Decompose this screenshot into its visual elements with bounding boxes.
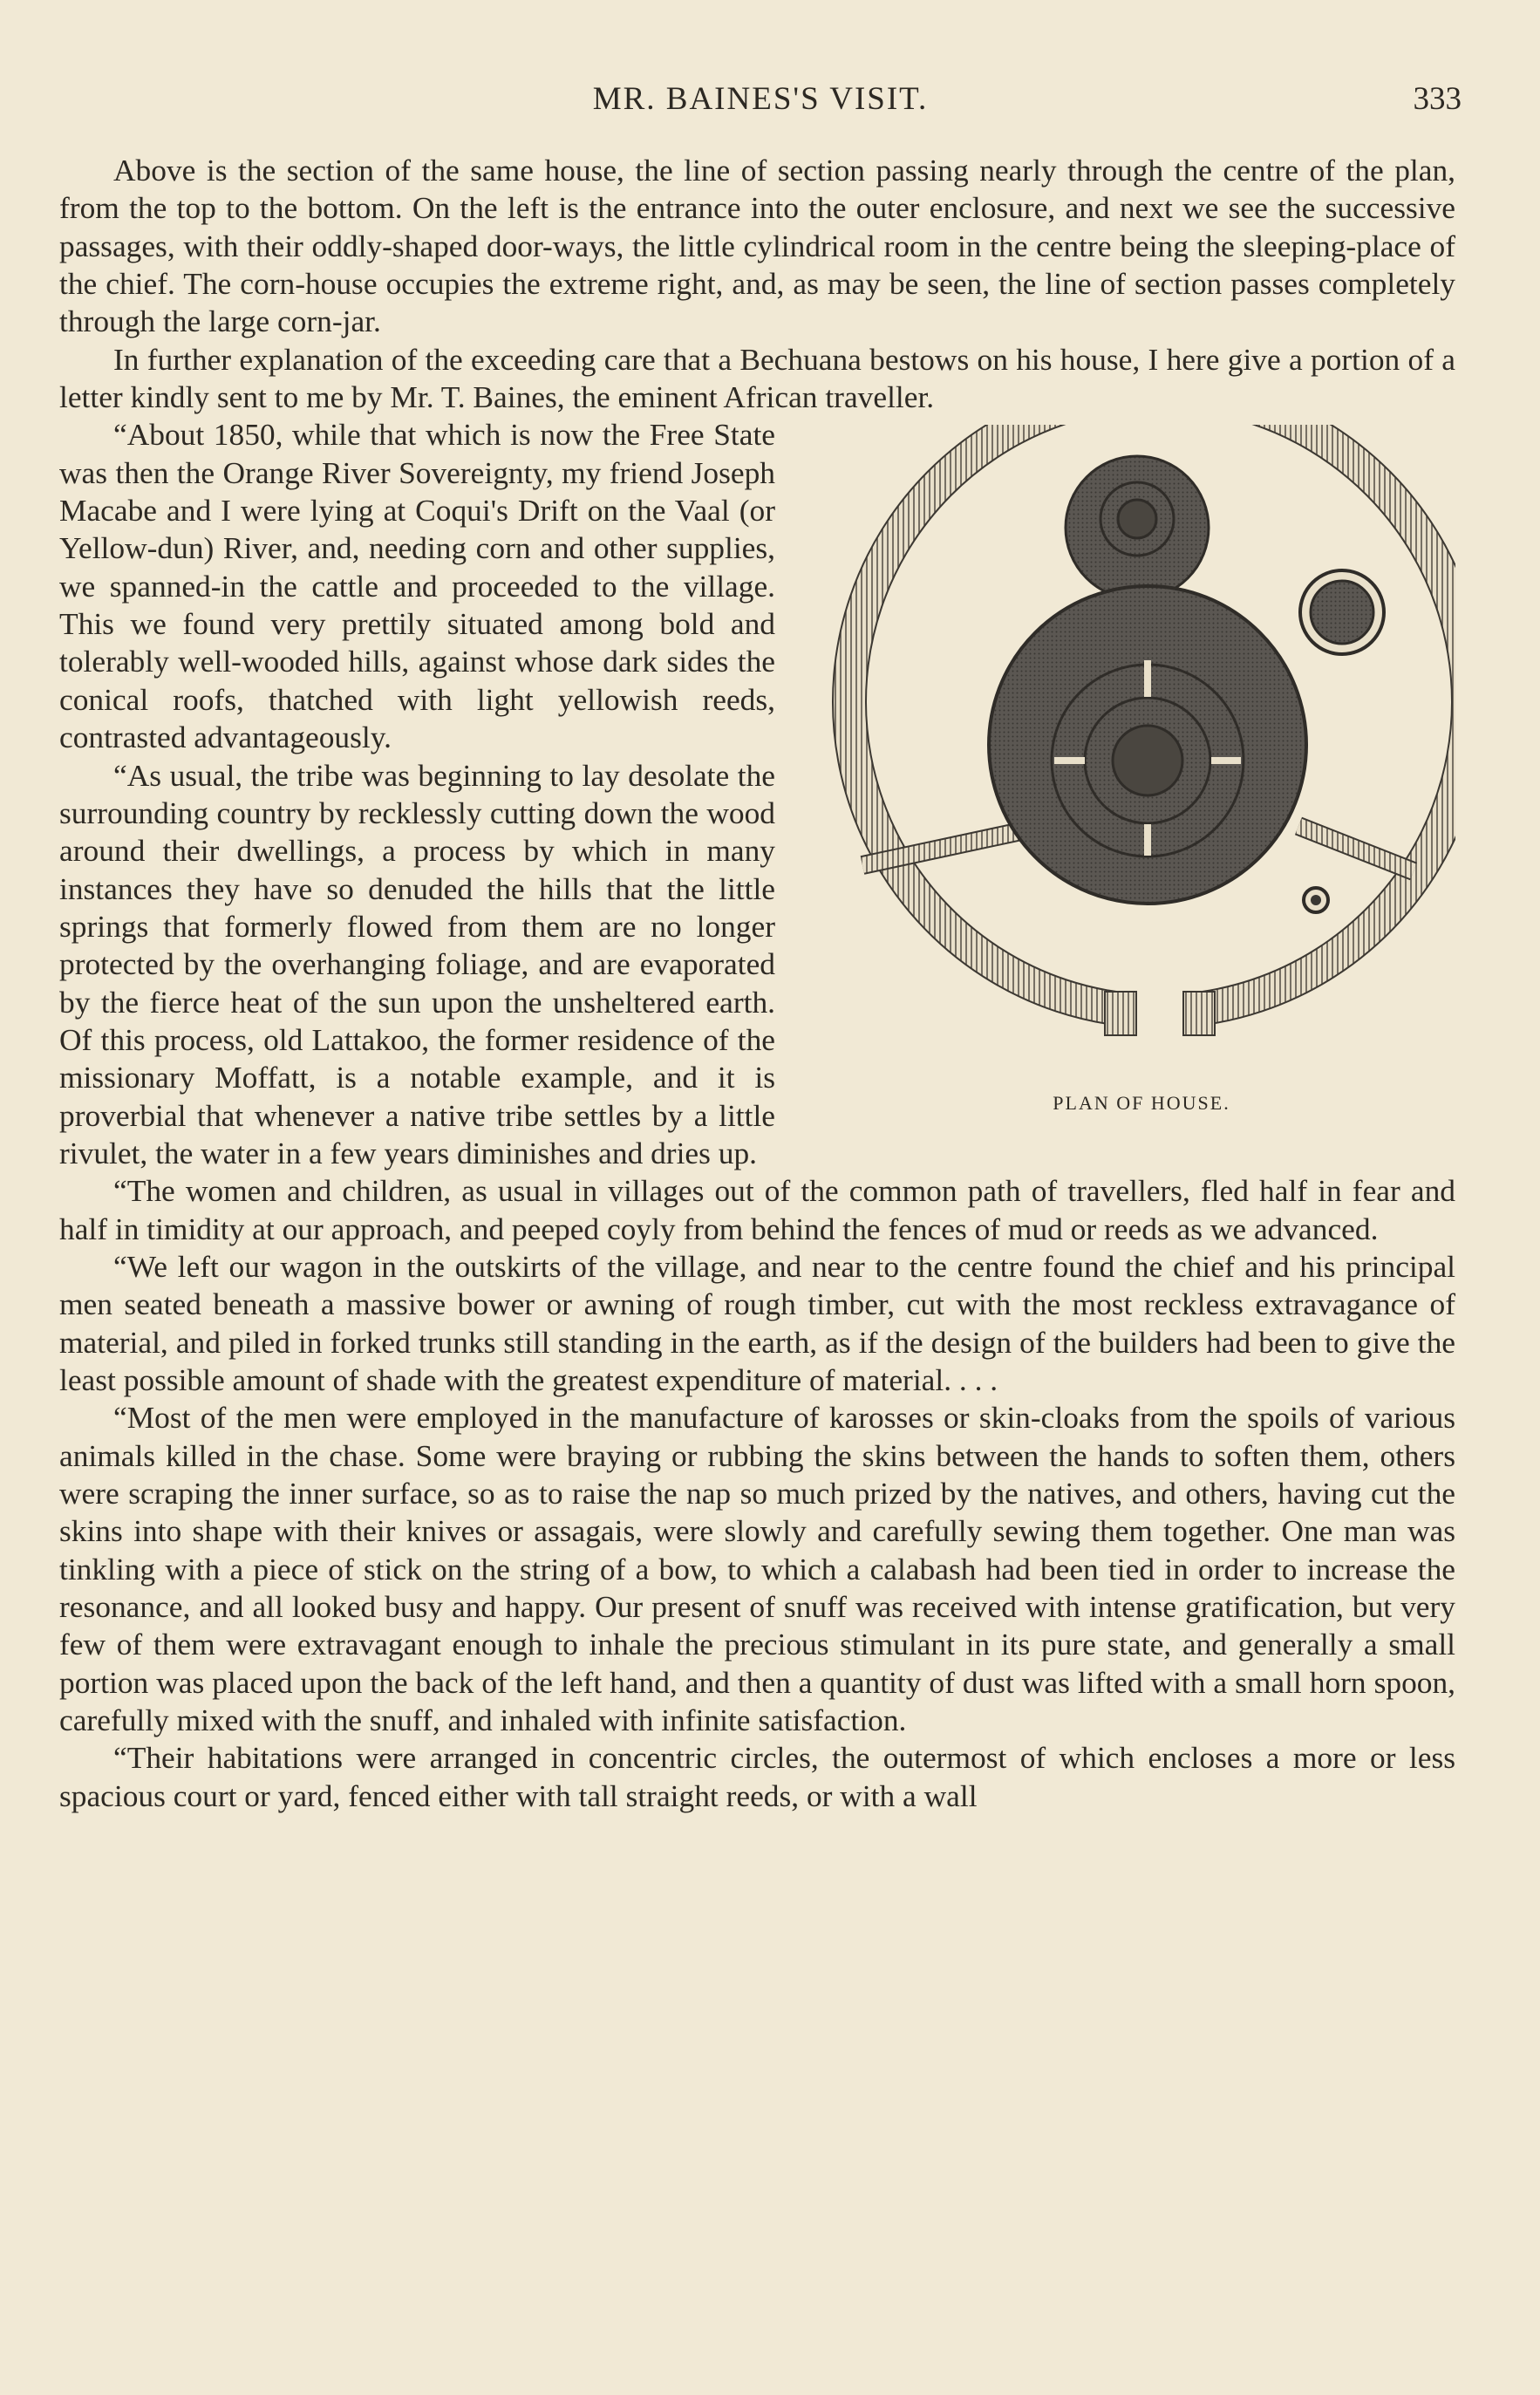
paragraph-as-usual: “As usual, the tribe was beginning to lay desolate the surrounding country by recklessly cutting down the wood around their dwellings, a process by which in many instances they have so denuded the hills that the little springs that formerly flowed from them are no longer protected by the overhanging foliage, and are evaporated by the fierce heat of the sun upon the unsheltered earth. Of this process, old Lattakoo, the former residence of the missionary Moffatt, is a notable example, and it is proverbial that whenever a native tribe settles by a little rivulet, the water in a few years diminishes and dries up. xyxy=(59,757,775,1170)
running-head: MR. BAINES'S VISIT. xyxy=(592,81,929,117)
plan-of-house-illustration xyxy=(828,425,1455,1070)
paragraph-section-description: Above is the section of the same house, the line of section passing nearly through the centre of the plan, from the top to the bottom. On the left is the entrance into the outer enclosure, and next we see the successive passages, with their oddly-shaped door-ways, the little cylindrical room in the centre being the sleeping-place of the chief. The corn-house occupies the extreme right, and, as may be seen, the line of section passes completely through the large corn-jar. xyxy=(59,153,1455,339)
paragraph-habitations: “Their habitations were arranged in concentric circles, the outermost of which encloses a more or less spacious court or yard, fenced either with tall straight reeds, or with a wall xyxy=(59,1740,1455,1813)
page-header xyxy=(59,80,1462,124)
paragraph-karosses: “Most of the men were employed in the manufacture of karosses or skin-cloaks from the spoils of various animals killed in the chase. Some were braying or rubbing the skins between the hands to soften them, others were scraping the inner surface, so as to raise the nap so much prized by the natives, and others, having cut the skins into shape with their knives or assagais, were slowly and carefully sewing them together. One man was tinkling with a piece of stick on the string of a bow, to which a calabash had been tied in order to increase the resonance, and all looked busy and happy. Our present of snuff was received with intense gratification, but very few of them were extravagant enough to inhale the precious stimulant in its pure state, and generally a small portion was placed upon the back of the left hand, and then a quantity of dust was lifted with a small horn spoon, carefully mixed with the snuff, and inhaled with infinite satisfaction. xyxy=(59,1400,1455,1738)
plan-of-house-figure xyxy=(828,425,1455,1122)
sleeping-place-circle xyxy=(1113,726,1182,795)
paragraph-wagon: “We left our wagon in the outskirts of the village, and near to the centre found the chief and his principal men seated beneath a massive bower or awning of rough timber, cut with the most reckless extravagance of material, and piled in forked trunks still standing in the earth, as if the design of the builders had been to give the least possible amount of shade with the greatest expenditure of material. . . . xyxy=(59,1248,1455,1397)
page-number: 333 xyxy=(1413,81,1462,117)
paragraph-about-1850: “About 1850, while that which is now the Free State was then the Orange River Sovereignty, my friend Joseph Macabe and I were lying at Coqui's Drift on the Vaal (or Yellow-dun) River, and, needing corn and other supplies, we spanned-in the cattle and proceeded to the village. This we found very prettily situated among bold and tolerably well-wooded hills, against whose dark sides the conical roofs, thatched with light yellowish reeds, contrasted advantageously. xyxy=(59,417,775,755)
body-text xyxy=(59,152,1455,1815)
paragraph-letter-intro: In further explanation of the exceeding care that a Bechuana bestows on his house, I here give a portion of a letter kindly sent to me by Mr. T. Baines, the eminent African traveller. xyxy=(59,341,1455,415)
paragraph-women-children: “The women and children, as usual in villages out of the common path of travellers, fled half in fear and half in timidity at our approach, and peeped coyly from behind the fences of mud or reeds as we advanced. xyxy=(59,1173,1455,1246)
figure-caption: PLAN OF HOUSE. xyxy=(1053,1092,1230,1115)
